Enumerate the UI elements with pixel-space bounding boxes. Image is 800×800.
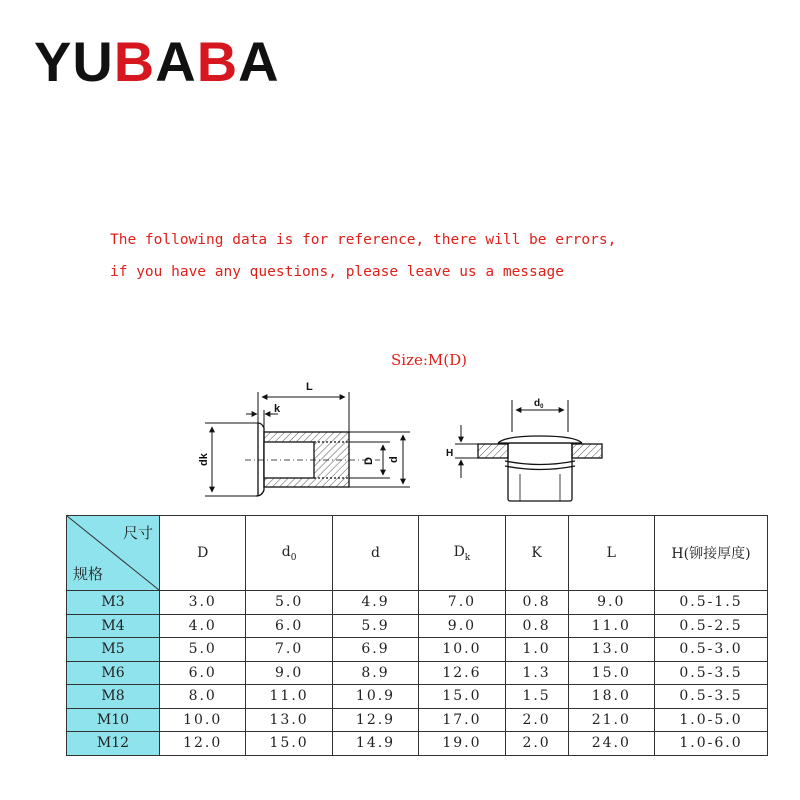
col-header-dk: $D_k$ [419,516,505,591]
table-cell: 0.5-3.5 [655,661,768,685]
table-cell: 15.0 [246,732,332,756]
col-header-L: L [568,516,654,591]
table-cell: 9.0 [246,661,332,685]
spec-size-cell: M4 [67,614,160,638]
table-cell: 18.0 [568,685,654,709]
brand-logo-part: YU [34,30,114,93]
col-header-d: d [332,516,418,591]
table-cell: 3.0 [160,591,246,615]
spec-size-cell: M12 [67,732,160,756]
table-cell: 10.0 [160,708,246,732]
installed-view [455,400,602,501]
sheet-plate-left [478,444,508,458]
notice-line-1: The following data is for reference, there will be errors, [110,232,617,248]
table-cell: 6.0 [246,614,332,638]
table-cell: 21.0 [568,708,654,732]
installed-body [508,443,572,501]
spec-size-cell: M5 [67,638,160,662]
table-cell: 1.0-6.0 [655,732,768,756]
table-cell: 0.8 [505,591,568,615]
spec-table [66,515,768,756]
col-header-K: K [505,516,568,591]
table-cell: 13.0 [568,638,654,662]
dim-label-L: L [306,381,313,393]
dim-label-dk: dk [198,453,210,466]
table-cell: 12.0 [160,732,246,756]
spec-size-cell: M10 [67,708,160,732]
size-label: Size:M(D) [391,351,467,369]
table-cell: 8.0 [160,685,246,709]
col-header-H: H(铆接厚度) [655,516,768,591]
table-row [67,638,768,662]
brand-logo-part: A [155,30,197,93]
table-cell: 12.9 [332,708,418,732]
table-cell: 9.0 [568,591,654,615]
spec-size-cell: M6 [67,661,160,685]
notice-line-2: if you have any questions, please leave us a message [110,264,564,280]
table-cell: 13.0 [246,708,332,732]
rivet-nut-drawing [0,370,800,515]
table-cell: 12.6 [419,661,505,685]
table-cell: 0.8 [505,614,568,638]
table-cell: 5.0 [160,638,246,662]
dim-label-k: k [274,403,281,415]
table-cell: 11.0 [246,685,332,709]
col-header-d0: $d_0$ [246,516,332,591]
table-cell: 8.9 [332,661,418,685]
table-cell: 15.0 [568,661,654,685]
brand-logo-part: A [238,30,280,93]
flange-head [256,423,264,496]
table-cell: 1.5 [505,685,568,709]
table-cell: 17.0 [419,708,505,732]
table-corner-cell [67,516,160,591]
table-cell: 7.0 [246,638,332,662]
col-header-D: D [160,516,246,591]
table-row [67,685,768,709]
corner-bottom-label: 规格 [73,565,104,583]
table-cell: 0.5-1.5 [655,591,768,615]
dim-label-d: d [388,456,400,463]
table-header-row [67,516,768,591]
table-cell: 5.9 [332,614,418,638]
spec-size-cell: M3 [67,591,160,615]
table-cell: 6.9 [332,638,418,662]
table-cell: 24.0 [568,732,654,756]
table-row [67,614,768,638]
table-row [67,708,768,732]
spec-size-cell: M8 [67,685,160,709]
table-cell: 4.0 [160,614,246,638]
table-cell: 0.5-3.5 [655,685,768,709]
table-cell: 0.5-3.0 [655,638,768,662]
table-cell: 1.0 [505,638,568,662]
table-cell: 19.0 [419,732,505,756]
table-cell: 15.0 [419,685,505,709]
table-cell: 11.0 [568,614,654,638]
corner-top-label: 尺寸 [122,524,153,542]
dim-label-D: D [363,457,375,465]
brand-logo [34,30,280,93]
dim-label-H: H [446,448,454,459]
table-row [67,732,768,756]
table-cell: 5.0 [246,591,332,615]
table-cell: 9.0 [419,614,505,638]
table-cell: 14.9 [332,732,418,756]
table-row [67,661,768,685]
dim-label-d0: $d_0$ [534,398,544,410]
table-cell: 0.5-2.5 [655,614,768,638]
sheet-plate-right [572,444,602,458]
brand-logo-part: B [113,30,156,93]
table-cell: 4.9 [332,591,418,615]
table-cell: 10.0 [419,638,505,662]
side-view [205,392,410,496]
table-cell: 6.0 [160,661,246,685]
table-row [67,591,768,615]
table-cell: 1.3 [505,661,568,685]
table-cell: 7.0 [419,591,505,615]
table-cell: 2.0 [505,732,568,756]
brand-logo-part: B [196,30,239,93]
table-cell: 10.9 [332,685,418,709]
table-cell: 1.0-5.0 [655,708,768,732]
table-cell: 2.0 [505,708,568,732]
